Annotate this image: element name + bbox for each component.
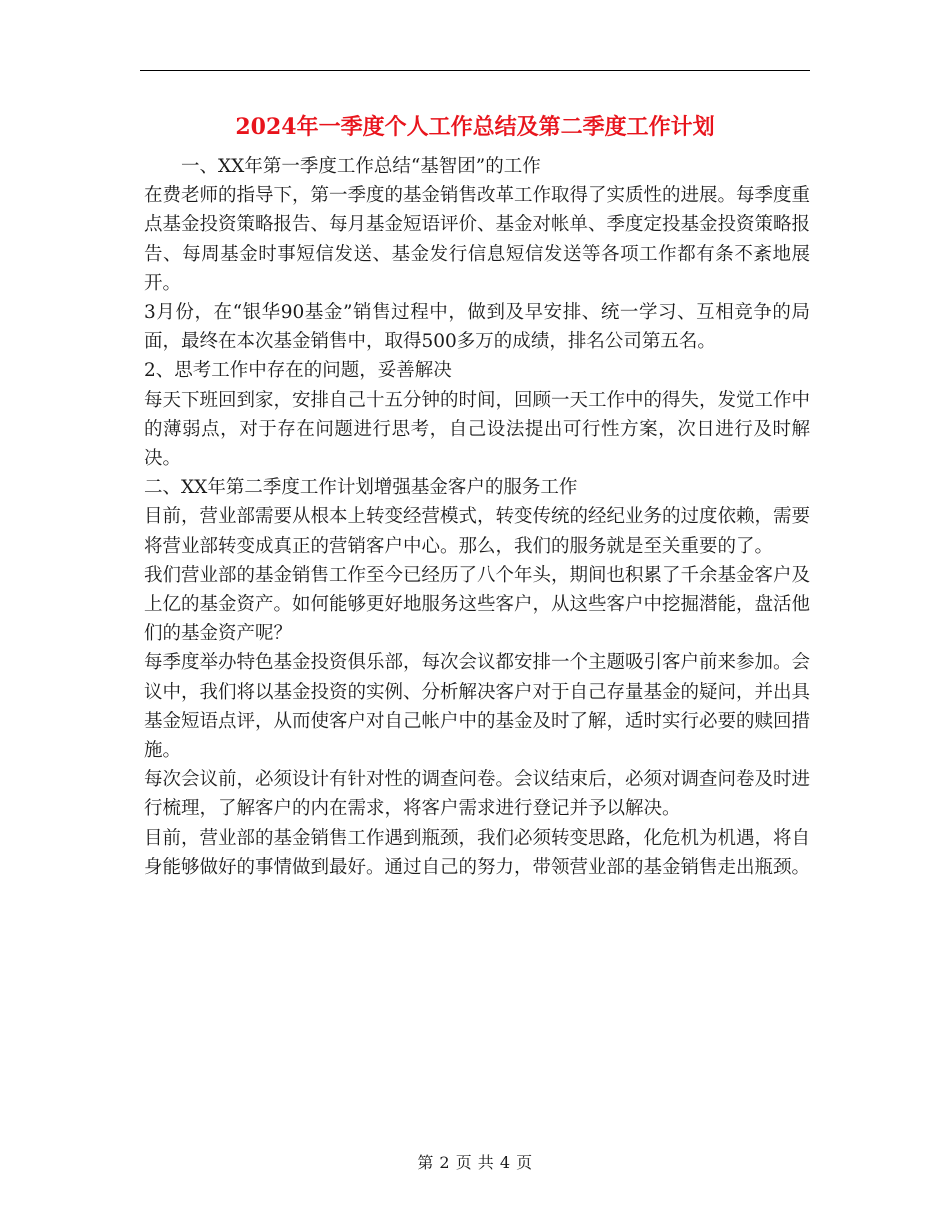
document-body xyxy=(144,152,810,882)
section-heading-2: 二、XX年第二季度工作计划增强基金客户的服务工作 xyxy=(144,477,578,499)
document-title: 2024年一季度个人工作总结及第二季度工作计划 xyxy=(235,114,715,140)
paragraph: 我们营业部的基金销售工作至今已经历了八个年头，期间也积累了千余基金客户及上亿的基金资产。如何能够更好地服务这些客户，从这些客户中挖掘潜能，盘活他们的基金资产呢？ xyxy=(144,564,811,645)
section-heading-1: 一、XX年第一季度工作总结“基智团”的工作 xyxy=(181,156,541,177)
paragraph: 目前，营业部的基金销售工作遇到瓶颈，我们必须转变思路，化危机为机遇，将自身能够做好的事情做到最好。通过自己的努力，带领营业部的基金销售走出瓶颈。 xyxy=(144,827,811,878)
paragraph: 每天下班回到家，安排自己十五分钟的时间，回顾一天工作中的得失，发觉工作中的薄弱点，对于存在问题进行思考，自己设法提出可行性方案，次日进行及时解决。 xyxy=(144,389,811,470)
paragraph: 每次会议前，必须设计有针对性的调查问卷。会议结束后，必须对调查问卷及时进行梳理，了解客户的内在需求，将客户需求进行登记并予以解决。 xyxy=(144,769,811,820)
paragraph: 目前，营业部需要从根本上转变经营模式，转变传统的经纪业务的过度依赖，需要将营业部转变成真正的营销客户中心。那么，我们的服务就是至关重要的了。 xyxy=(144,506,811,557)
paragraph: 在费老师的指导下，第一季度的基金销售改革工作取得了实质性的进展。每季度重点基金投资策略报告、每月基金短语评价、基金对帐单、季度定投基金投资策略报告、每周基金时事短信发送、基金发行信息短信发送等各项工作都有条不紊地展开。 xyxy=(144,185,811,294)
page-footer: 第 2 页 共 4 页 xyxy=(417,1153,533,1172)
header-rule xyxy=(140,70,810,71)
subsection-heading-2: 2、思考工作中存在的问题，妥善解决 xyxy=(144,360,452,382)
paragraph: 每季度举办特色基金投资俱乐部，每次会议都安排一个主题吸引客户前来参加。会议中，我们将以基金投资的实例、分析解决客户对于自己存量基金的疑问，并出具基金短语点评，从而使客户对自己帐户中的基金及时了解，适时实行必要的赎回措施。 xyxy=(144,652,811,762)
paragraph: 3月份，在“银华90基金”销售过程中，做到及早安排、统一学习、互相竞争的局面，最终在本次基金销售中，取得500多万的成绩，排名公司第五名。 xyxy=(144,302,810,353)
